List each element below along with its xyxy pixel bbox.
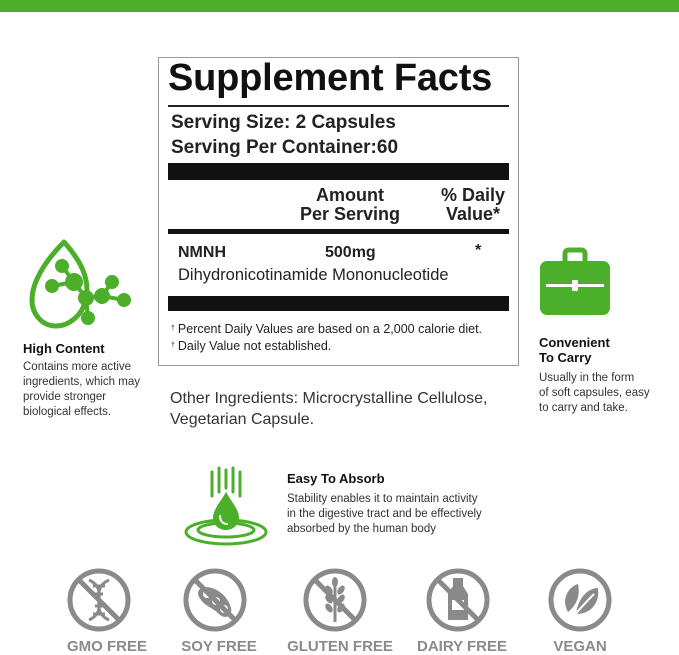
facts-title: Supplement Facts: [168, 57, 493, 99]
absorb-line: absorbed by the human body: [287, 523, 436, 535]
serving-size: Serving Size: 2 Capsules: [171, 112, 396, 133]
amount-header-line1: Amount: [316, 185, 384, 205]
convenient-title-line1: Convenient: [539, 335, 610, 350]
header-divider: [168, 229, 509, 234]
footnote-text: Daily Value not established.: [177, 339, 332, 353]
convenient-title: [539, 335, 610, 365]
milk-crossed-icon: [426, 568, 490, 632]
top-accent-bar: [0, 0, 679, 12]
high-content-title: High Content: [23, 341, 105, 356]
footnote-dv-not-established: [171, 339, 331, 353]
footnote-percent-dv: [171, 322, 482, 336]
ingredient-amount: 500mg: [325, 244, 376, 261]
footnote-text: Percent Daily Values are based on a 2,000 calorie diet.: [177, 322, 483, 336]
absorb-line: in the digestive tract and be effectively: [287, 508, 482, 520]
absorb-text: [287, 492, 482, 537]
badge-label-gluten: GLUTEN FREE: [287, 638, 393, 655]
soy-crossed-icon: [183, 568, 247, 632]
high-content-text: [23, 360, 140, 420]
convenient-line: Usually in the form: [539, 372, 635, 384]
convenient-line: of soft capsules, easy: [539, 387, 650, 399]
badge-label-vegan: VEGAN: [553, 638, 607, 655]
absorb-title: Easy To Absorb: [287, 471, 385, 486]
thick-divider-bottom: [168, 296, 509, 311]
amount-header-line2: Per Serving: [299, 204, 401, 224]
title-divider: [168, 105, 509, 107]
dv-header-line2: Value*: [445, 204, 501, 224]
supplement-facts-panel: [158, 57, 519, 366]
other-ingredients-line1: Other Ingredients: Microcrystalline Cellulose,: [170, 390, 488, 407]
thick-divider-top: [168, 163, 509, 180]
footnote-mark: †: [171, 342, 175, 349]
high-content-line: Contains more active: [23, 361, 132, 373]
convenient-text: [539, 371, 650, 416]
absorb-line: Stability enables it to maintain activity: [287, 493, 478, 505]
high-content-line: biological effects.: [23, 406, 112, 418]
high-content-line: provide stronger: [23, 391, 107, 403]
other-ingredients-line2: Vegetarian Capsule.: [170, 411, 315, 428]
ingredient-daily-value: *: [475, 242, 482, 259]
badge-label-dairy: DAIRY FREE: [416, 638, 507, 655]
amount-header: [285, 186, 415, 224]
badge-label-soy: SOY FREE: [181, 638, 257, 655]
badge-label-gmo: GMO FREE: [66, 638, 147, 655]
daily-value-header: [431, 186, 515, 224]
ingredient-full-name: Dihydronicotinamide Mononucleotide: [178, 266, 449, 284]
dv-header-line1: % Daily: [440, 185, 506, 205]
ingredient-name: NMNH: [178, 244, 226, 261]
high-content-line: ingredients, which may: [23, 376, 140, 388]
dna-crossed-icon: [67, 568, 131, 632]
convenient-line: to carry and take.: [539, 402, 628, 414]
leaf-icon: [548, 568, 612, 632]
footnote-mark: †: [171, 325, 175, 332]
wheat-crossed-icon: [303, 568, 367, 632]
other-ingredients: [170, 388, 487, 430]
bag-icon: [538, 246, 612, 318]
droplet-absorb-icon: [183, 466, 269, 550]
servings-per-container: Serving Per Container:60: [171, 137, 399, 158]
molecule-leaf-icon: [28, 238, 132, 330]
convenient-title-line2: To Carry: [539, 350, 592, 365]
